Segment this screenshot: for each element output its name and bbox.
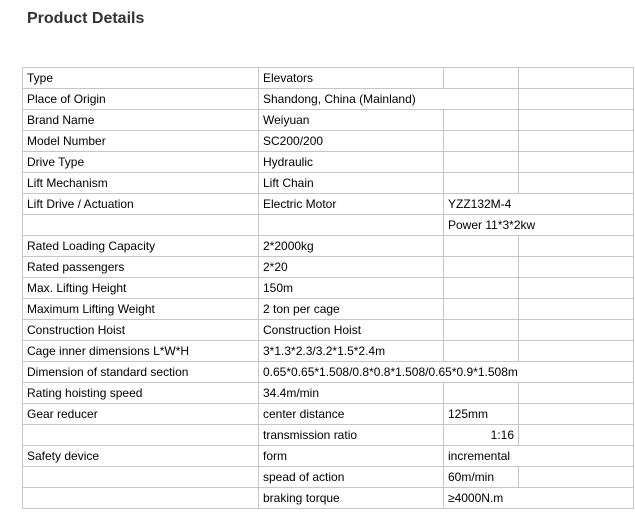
spec-value-cell [444, 173, 519, 194]
spec-value-cell [444, 257, 519, 278]
spec-value-cell [444, 341, 519, 362]
spec-value-cell [444, 383, 519, 404]
spec-value-cell: incremental [444, 446, 634, 467]
table-row [23, 68, 634, 89]
spec-value-cell [444, 152, 519, 173]
spec-value-cell [519, 68, 634, 89]
spec-label-cell: Model Number [23, 131, 259, 152]
spec-value-cell [519, 257, 634, 278]
spec-value-cell: SC200/200 [259, 131, 444, 152]
spec-label-cell: Gear reducer [23, 404, 259, 425]
spec-label-cell: Rated Loading Capacity [23, 236, 259, 257]
spec-value-cell: 60m/min [444, 467, 519, 488]
spec-label-cell: Dimension of standard section [23, 362, 259, 383]
table-row [23, 215, 634, 236]
spec-value-cell [444, 68, 519, 89]
spec-label-cell: Type [23, 68, 259, 89]
table-row [23, 257, 634, 278]
spec-label-cell [23, 467, 259, 488]
spec-value-cell [444, 131, 519, 152]
table-row [23, 467, 634, 488]
spec-table-body [23, 68, 634, 509]
table-row [23, 425, 634, 446]
spec-value-cell [519, 425, 634, 446]
table-row [23, 194, 634, 215]
spec-value-cell: Hydraulic [259, 152, 444, 173]
spec-value-cell [519, 341, 634, 362]
table-row [23, 341, 634, 362]
spec-value-cell [519, 404, 634, 425]
spec-value-cell: 34.4m/min [259, 383, 444, 404]
spec-value-cell: Elevators [259, 68, 444, 89]
spec-value-cell: Shandong, China (Mainland) [259, 89, 519, 110]
product-spec-table [22, 67, 634, 509]
spec-value-cell [259, 215, 444, 236]
table-row [23, 299, 634, 320]
table-row [23, 236, 634, 257]
spec-value-cell [444, 299, 519, 320]
spec-value-cell: Lift Chain [259, 173, 444, 194]
spec-value-cell: center distance [259, 404, 444, 425]
spec-label-cell [23, 215, 259, 236]
page-title: Product Details [27, 10, 145, 27]
spec-value-cell [519, 173, 634, 194]
spec-value-cell [519, 152, 634, 173]
spec-value-cell [519, 110, 634, 131]
spec-value-cell [519, 320, 634, 341]
spec-value-cell: YZZ132M-4 [444, 194, 634, 215]
spec-value-cell: 1:16 [444, 425, 519, 446]
spec-value-cell [519, 131, 634, 152]
spec-value-cell [519, 236, 634, 257]
spec-label-cell: Lift Mechanism [23, 173, 259, 194]
spec-value-cell [444, 320, 519, 341]
spec-value-cell [444, 110, 519, 131]
table-row [23, 89, 634, 110]
table-row [23, 110, 634, 131]
spec-label-cell: Maximum Lifting Weight [23, 299, 259, 320]
spec-label-cell: Rated passengers [23, 257, 259, 278]
spec-value-cell [519, 89, 634, 110]
spec-value-cell: ≥4000N.m [444, 488, 634, 509]
spec-label-cell: Place of Origin [23, 89, 259, 110]
spec-value-cell: transmission ratio [259, 425, 444, 446]
spec-label-cell [23, 425, 259, 446]
spec-value-cell [519, 467, 634, 488]
spec-label-cell: Safety device [23, 446, 259, 467]
spec-value-cell: form [259, 446, 444, 467]
spec-value-cell [444, 236, 519, 257]
table-row [23, 488, 634, 509]
spec-value-cell [519, 278, 634, 299]
spec-label-cell: Rating hoisting speed [23, 383, 259, 404]
table-row [23, 152, 634, 173]
table-row [23, 383, 634, 404]
spec-value-cell: Electric Motor [259, 194, 444, 215]
spec-label-cell: Lift Drive / Actuation [23, 194, 259, 215]
spec-value-cell: 2*20 [259, 257, 444, 278]
spec-value-cell: Construction Hoist [259, 320, 444, 341]
spec-value-cell: spead of action [259, 467, 444, 488]
spec-value-cell [519, 383, 634, 404]
spec-value-cell: 150m [259, 278, 444, 299]
spec-label-cell: Drive Type [23, 152, 259, 173]
spec-label-cell [23, 488, 259, 509]
spec-label-cell: Construction Hoist [23, 320, 259, 341]
spec-label-cell: Brand Name [23, 110, 259, 131]
spec-value-cell: Weiyuan [259, 110, 444, 131]
table-row [23, 131, 634, 152]
spec-value-cell: 2 ton per cage [259, 299, 444, 320]
spec-value-cell: 2*2000kg [259, 236, 444, 257]
spec-value-cell: braking torque [259, 488, 444, 509]
spec-value-cell: 0.65*0.65*1.508/0.8*0.8*1.508/0.65*0.9*1.508m [259, 362, 634, 383]
table-row [23, 362, 634, 383]
spec-value-cell [444, 278, 519, 299]
table-row [23, 278, 634, 299]
table-row [23, 320, 634, 341]
table-row [23, 173, 634, 194]
spec-label-cell: Max. Lifting Height [23, 278, 259, 299]
spec-value-cell: Power 11*3*2kw [444, 215, 634, 236]
table-row [23, 404, 634, 425]
spec-label-cell: Cage inner dimensions L*W*H [23, 341, 259, 362]
spec-value-cell: 125mm [444, 404, 519, 425]
table-row [23, 446, 634, 467]
spec-value-cell: 3*1.3*2.3/3.2*1.5*2.4m [259, 341, 444, 362]
spec-value-cell [519, 299, 634, 320]
